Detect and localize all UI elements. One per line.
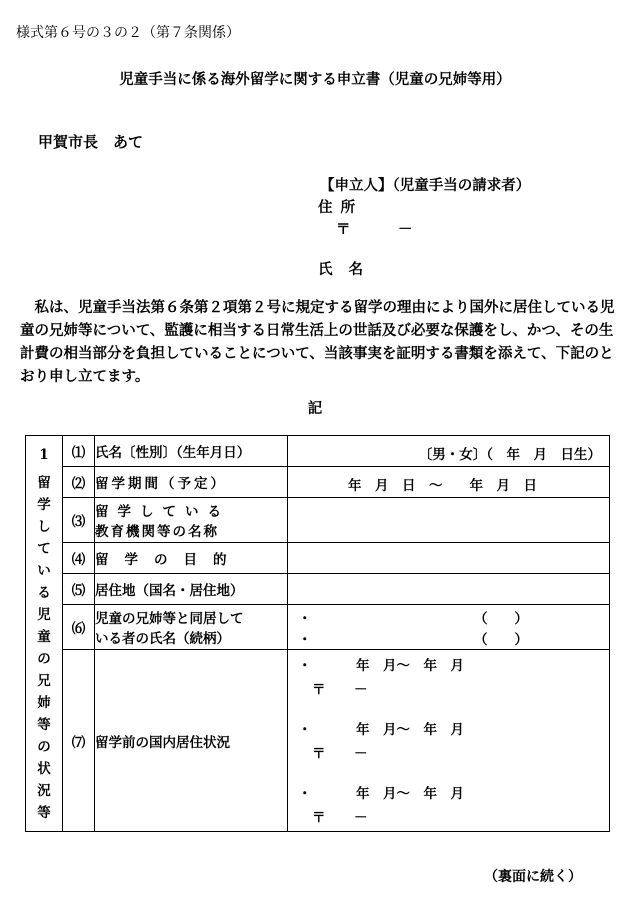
document-title: 児童手当に係る海外留学に関する申立書（児童の兄姉等用）	[119, 71, 511, 88]
institution-field[interactable]	[288, 498, 610, 543]
cohabitant-label	[95, 605, 288, 650]
section-title-char: 等	[37, 716, 51, 733]
postal-mark: 〒	[312, 682, 326, 698]
study-purpose-label: 留学の目的	[95, 543, 288, 574]
prior-residence-label: 留学前の国内居住状況	[95, 650, 288, 832]
section-title-char: 兄	[37, 672, 51, 689]
cohabitant-label-line1: 児童の兄姉等と同居して	[95, 611, 244, 627]
name-gender-birth-label: 氏名〔性別〕（生年月日）	[95, 436, 288, 467]
continued-on-back: （裏面に続く）	[484, 869, 582, 885]
statement-text	[20, 296, 616, 388]
section-side-label	[26, 436, 63, 832]
section-title-char: 姉	[37, 694, 51, 711]
residence-label: 居住地（国名・居住地）	[95, 574, 288, 605]
relation-paren: （ ）	[474, 611, 528, 627]
statement-paragraph: 私は、児童手当法第６条第２項第２号に規定する留学の理由により国外に居住している児童の兄姉等について、監護に相当する日常生活上の世話及び必要な保護をし、かつ、その生計費の相当部分を負担していることについて、当該事実を証明する書類を添えて、下記のとおり申し立てます。	[20, 299, 615, 385]
postal-mark: 〒	[336, 221, 351, 238]
bullet: ・	[298, 658, 312, 674]
bullet: ・	[298, 632, 312, 648]
row-number: ⑴	[63, 436, 95, 467]
study-period-field[interactable]	[288, 467, 610, 498]
section-title-char: 児	[37, 606, 51, 623]
row-number: ⑺	[63, 650, 95, 832]
section-title-char: 留	[37, 474, 51, 491]
study-period-template: 年 月 日 ～ 年 月 日	[348, 478, 537, 494]
section-title-char: 童	[37, 628, 51, 645]
residence-period: 年 月～ 年 月	[356, 722, 464, 738]
section-title-char: の	[37, 738, 51, 755]
postal-dash: －	[398, 221, 413, 238]
section-title-char: 学	[37, 496, 51, 513]
row-number: ⑹	[63, 605, 95, 650]
child-status-table	[25, 435, 610, 832]
section-title-char: 状	[37, 760, 51, 777]
section-title-char: い	[37, 562, 51, 579]
postal-dash: －	[354, 810, 368, 826]
residence-field[interactable]	[288, 574, 610, 605]
form-number: 様式第６号の３の２（第７条関係）	[16, 25, 240, 41]
residence-period: 年 月～ 年 月	[356, 786, 464, 802]
ki-heading: 記	[307, 400, 323, 417]
postal-mark: 〒	[312, 746, 326, 762]
bullet: ・	[298, 611, 312, 627]
residence-period: 年 月～ 年 月	[356, 658, 464, 674]
institution-label	[95, 498, 288, 543]
row-number: ⑸	[63, 574, 95, 605]
section-number: 1	[39, 446, 49, 463]
section-title-char: の	[37, 650, 51, 667]
section-title-char: 等	[37, 804, 51, 821]
institution-label-line2: 教育機関等の名称	[95, 524, 219, 540]
cohabitant-field[interactable]	[288, 605, 610, 650]
relation-paren: （ ）	[474, 632, 528, 648]
cohabitant-label-line2: いる者の氏名（続柄）	[95, 631, 230, 647]
study-period-label: 留学期間（予定）	[95, 467, 288, 498]
study-purpose-field[interactable]	[288, 543, 610, 574]
name-gender-birth-field[interactable]	[288, 436, 610, 467]
prior-residence-field[interactable]	[288, 650, 610, 832]
row-number: ⑶	[63, 498, 95, 543]
postal-dash: －	[354, 682, 368, 698]
section-title-char: る	[37, 584, 51, 601]
row-number: ⑷	[63, 543, 95, 574]
bullet: ・	[298, 786, 312, 802]
section-title-char: 況	[37, 782, 51, 799]
row-number: ⑵	[63, 467, 95, 498]
address-label: 住所	[318, 199, 363, 216]
addressee: 甲賀市長 あて	[38, 133, 144, 151]
section-title-vertical	[26, 472, 62, 824]
section-title-char: し	[37, 518, 51, 535]
gender-birth-template: 〔男・女〕（ 年 月 日生）	[418, 447, 601, 463]
bullet: ・	[298, 722, 312, 738]
institution-label-line1: 留学している	[95, 504, 230, 520]
applicant-heading: 【申立人】（児童手当の請求者）	[320, 177, 531, 194]
postal-dash: －	[354, 746, 368, 762]
name-label: 氏名	[318, 261, 379, 278]
section-title-char: て	[37, 540, 51, 557]
postal-mark: 〒	[312, 810, 326, 826]
